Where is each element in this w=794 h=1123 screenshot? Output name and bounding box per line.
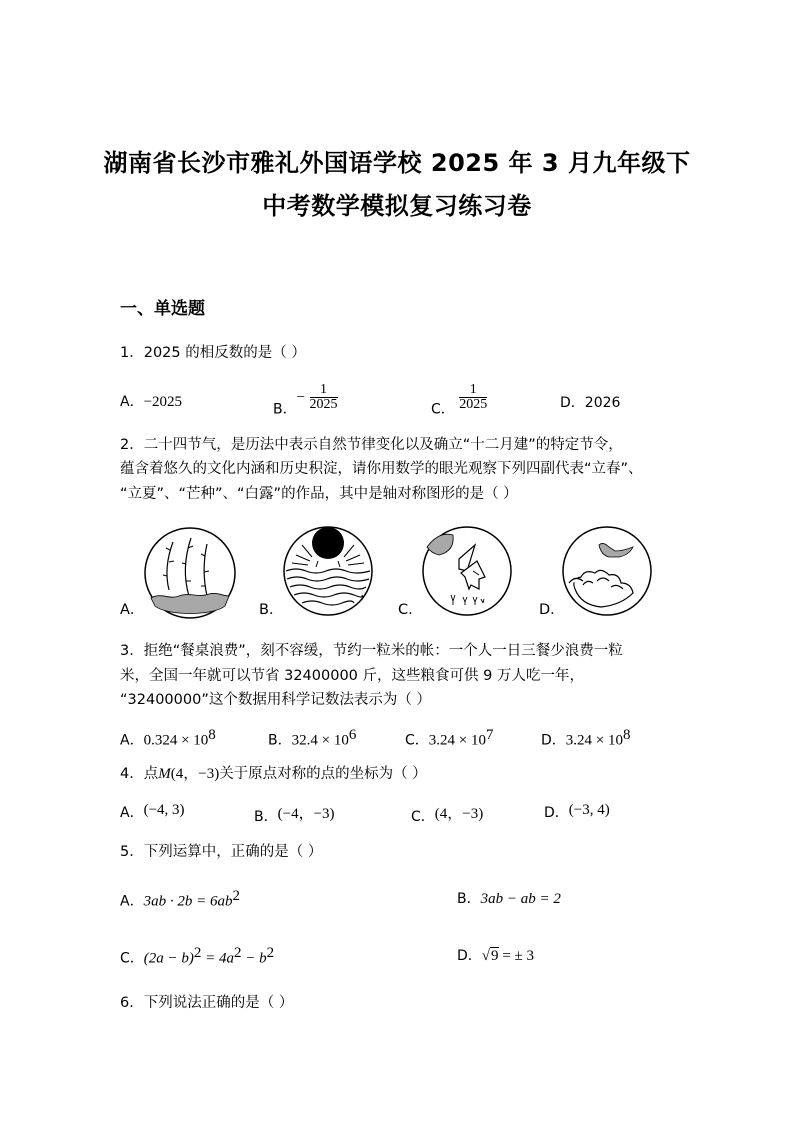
option-value: (−4，−3) xyxy=(277,806,335,822)
option-label: D． xyxy=(544,805,569,821)
option-value: (4，−3) xyxy=(434,806,484,822)
option-value: −2025 xyxy=(143,394,183,410)
q4-point: M xyxy=(158,766,171,782)
exponent: 8 xyxy=(623,727,631,743)
q4-prefix: 4．点 xyxy=(120,766,159,782)
q4-option-c xyxy=(411,802,483,826)
figure-lixia xyxy=(282,525,374,617)
sqrt-symbol: √ xyxy=(481,948,491,964)
option-label: B． xyxy=(457,891,481,907)
option-value: (−3, 4) xyxy=(568,802,610,818)
q4-option-b xyxy=(254,802,335,826)
option-value: 32.4 × 10 xyxy=(291,732,349,749)
option-label: B． xyxy=(254,809,278,825)
option-value: 0.324 × 10 xyxy=(143,732,209,749)
option-value: 2026 xyxy=(584,395,621,411)
numerator: 1 xyxy=(459,383,487,398)
q4-coords: (4，−3) xyxy=(170,766,220,782)
q1-option-d xyxy=(560,392,620,412)
option-label: A． xyxy=(120,732,144,749)
option-value-mid: = 4a xyxy=(201,950,235,967)
question-3-line2: 米，全国一年就可以节省 32400000 斤，这些粮食可供 9 万人吃一年， xyxy=(120,668,584,684)
option-value: (2a − b) xyxy=(143,950,194,967)
q3-option-b xyxy=(268,727,356,750)
option-label: D． xyxy=(560,395,585,411)
q3-option-a xyxy=(120,727,216,750)
figure-bailu xyxy=(561,525,653,617)
option-label: D． xyxy=(457,948,482,964)
exponent: 2 xyxy=(234,945,242,961)
q2-option-c: C． xyxy=(398,602,423,618)
fraction xyxy=(459,383,487,412)
option-value: 3.24 × 10 xyxy=(565,732,623,749)
page-title-line2: 中考数学模拟复习练习卷 xyxy=(262,192,532,220)
numerator: 1 xyxy=(310,383,338,398)
figure-mangzhong xyxy=(421,525,513,617)
question-6-stem: 6．下列说法正确的是（ ） xyxy=(120,995,294,1011)
q5-option-d xyxy=(457,945,534,965)
exponent: 2 xyxy=(193,945,202,961)
q1-option-a xyxy=(120,391,182,411)
q3-option-c xyxy=(405,727,494,750)
option-label: C． xyxy=(120,950,144,967)
exponent: 7 xyxy=(486,727,494,743)
q4-option-a xyxy=(120,802,185,822)
option-label: D． xyxy=(541,732,566,749)
q5-option-c xyxy=(120,945,274,968)
q2-option-b: B． xyxy=(259,602,284,618)
q1-option-c xyxy=(431,383,487,419)
question-5-stem: 5．下列运算中，正确的是（ ） xyxy=(120,844,323,860)
section-heading: 一、单选题 xyxy=(120,299,205,319)
option-value-mid2: − b xyxy=(241,950,267,967)
exponent: 6 xyxy=(348,727,357,743)
page-title-line1: 湖南省长沙市雅礼外国语学校 2025 年 3 月九年级下 xyxy=(103,149,691,177)
option-label: C． xyxy=(411,809,435,825)
q4-option-d xyxy=(544,802,610,822)
option-label: A． xyxy=(120,805,144,821)
figure-lichun xyxy=(143,526,237,620)
denominator: 2025 xyxy=(459,397,488,412)
q3-option-d xyxy=(541,727,631,750)
option-value: 3.24 × 10 xyxy=(428,732,486,749)
question-3-line3: “32400000”这个数据用科学记数法表示为（ ） xyxy=(120,692,431,708)
exponent: 2 xyxy=(232,888,240,904)
option-label: B． xyxy=(268,732,292,749)
option-label: C． xyxy=(405,732,429,749)
option-value: (−4, 3) xyxy=(143,802,185,818)
radicand: 9 xyxy=(491,948,499,964)
question-1-stem: 1．2025 的相反数的是（ ） xyxy=(120,345,306,361)
q4-suffix: 关于原点对称的点的坐标为（ ） xyxy=(219,766,427,782)
denominator: 2025 xyxy=(309,397,338,412)
option-value: 3ab · 2b = 6ab xyxy=(143,893,233,910)
exponent: 2 xyxy=(266,945,275,961)
fraction xyxy=(310,383,338,412)
q2-option-d: D． xyxy=(539,602,565,618)
question-4-stem xyxy=(120,762,427,786)
q5-option-a xyxy=(120,888,240,911)
q2-option-a: A． xyxy=(120,602,145,618)
option-label: A． xyxy=(120,893,144,910)
question-2-line3: “立夏”、“芒种”、“白露”的作品，其中是轴对称图形的是（ ） xyxy=(120,486,518,502)
exponent: 8 xyxy=(208,727,216,743)
question-3-line1: 3．拒绝“餐桌浪费”，刻不容缓，节约一粒米的帐：一个人一日三餐少浪费一粒 xyxy=(120,643,623,659)
q1-option-b xyxy=(273,383,338,419)
question-2-line2: 蕴含着悠久的文化内涵和历史积淀，请你用数学的眼光观察下列四副代表“立春”、 xyxy=(120,461,643,477)
option-value: = ± 3 xyxy=(498,948,534,964)
question-2-line1: 2．二十四节气，是历法中表示自然节律变化以及确立“十二月建”的特定节令， xyxy=(120,437,623,453)
option-label: A． xyxy=(120,394,144,410)
option-label: B． xyxy=(273,401,297,418)
q5-option-b xyxy=(457,888,561,908)
option-sign: − xyxy=(296,389,306,406)
option-label: C． xyxy=(431,401,455,418)
option-value: 3ab − ab = 2 xyxy=(480,891,561,907)
